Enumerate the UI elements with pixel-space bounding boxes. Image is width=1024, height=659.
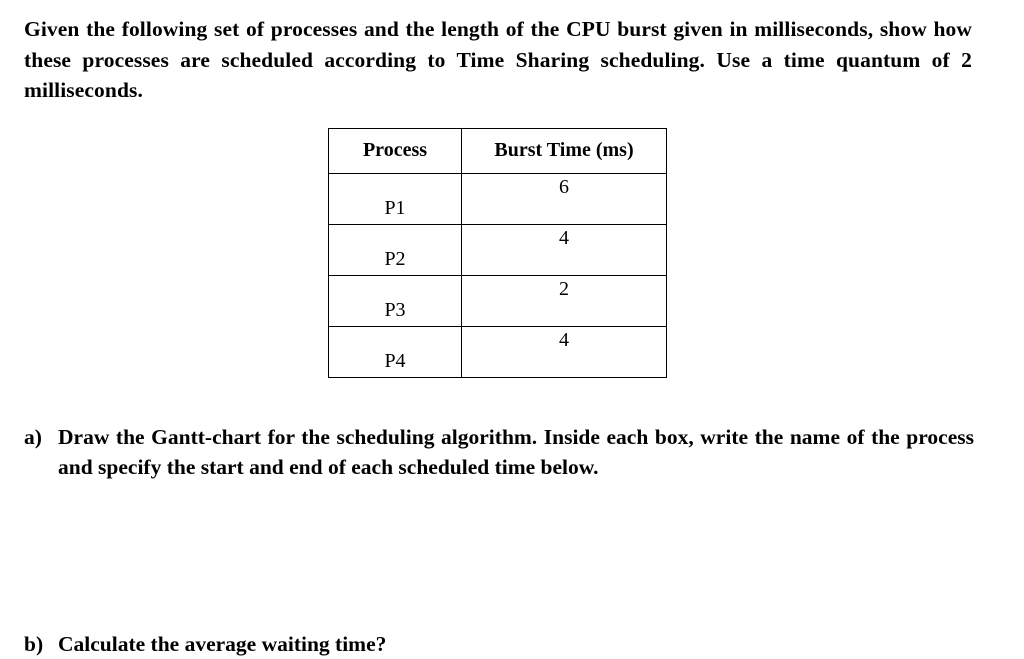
table-row bbox=[329, 275, 667, 326]
cell-burst: 4 bbox=[462, 326, 667, 377]
cell-process: P4 bbox=[329, 326, 462, 377]
question-b bbox=[24, 629, 974, 659]
table-row bbox=[329, 326, 667, 377]
table-header-row bbox=[329, 128, 667, 173]
burst-table-container bbox=[24, 128, 974, 378]
header-process: Process bbox=[329, 128, 462, 173]
cell-burst: 6 bbox=[462, 173, 667, 224]
questions-list bbox=[24, 422, 974, 659]
burst-time-table bbox=[328, 128, 667, 378]
question-b-text: Calculate the average waiting time? bbox=[58, 631, 387, 656]
question-a-label: a) bbox=[24, 424, 42, 449]
cell-process: P1 bbox=[329, 173, 462, 224]
question-prompt: Given the following set of processes and the length of the CPU burst given in milliseconds, show how these processes are scheduled according to Time Sharing scheduling. Use a time quantum of 2 milliseconds. bbox=[24, 17, 972, 103]
table-row bbox=[329, 173, 667, 224]
cell-burst: 4 bbox=[462, 224, 667, 275]
question-a-text: Draw the Gantt-chart for the scheduling algorithm. Inside each box, write the name of the process and specify the start and end of each scheduled time below. bbox=[58, 424, 974, 480]
answer-space-a bbox=[24, 483, 974, 629]
cell-process: P3 bbox=[329, 275, 462, 326]
question-b-label: b) bbox=[24, 631, 44, 656]
table-row bbox=[329, 224, 667, 275]
cell-process: P2 bbox=[329, 224, 462, 275]
cell-burst: 2 bbox=[462, 275, 667, 326]
question-a bbox=[24, 422, 974, 483]
header-burst-time: Burst Time (ms) bbox=[462, 128, 667, 173]
